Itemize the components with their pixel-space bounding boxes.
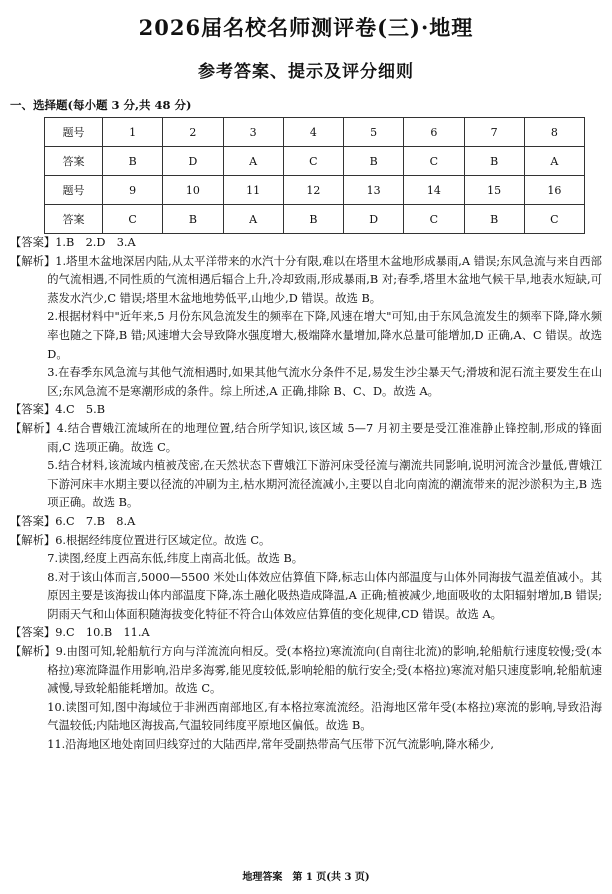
table-row (45, 176, 585, 205)
table-cell: C (404, 205, 464, 234)
answer-line (10, 234, 602, 253)
table-cell: A (223, 205, 283, 234)
answer-tag: 【答案】 (10, 514, 56, 528)
table-cell: B (344, 147, 404, 176)
table-cell: C (524, 205, 584, 234)
answer-tag: 【答案】 (10, 236, 56, 249)
explanation-paragraph: 11.沿海地区地处南回归线穿过的大陆西岸,常年受副热带高气压带下沉气流影响,降水稀少, (47, 738, 495, 752)
table-cell: B (163, 205, 223, 234)
table-row (45, 205, 585, 234)
table-cell: D (163, 147, 223, 176)
table-cell: 3 (223, 118, 283, 147)
explanation-first-paragraph (10, 420, 602, 457)
explanation-paragraph: 3.在春季东风急流与其他气流相遇时,如果其他气流水分条件不足,易发生沙尘暴天气;滑坡和泥石流主要发生在山区;东风急流不是寒潮形成的条件。综上所述,A 正确,排除 B、C、D。故选 A。 (47, 366, 602, 398)
explanation-paragraph: 2.根据材料中"近年来,5 月份东风急流发生的频率在下降,风速在增大"可知,由于东风急流发生的频率下降,降水频率也随之下降,B 错;风速增大会导致降水强度增大,极端降水量增加,降水总量可能增加,D 正确,A、C 错误。故选 D。 (47, 310, 602, 361)
explanation-first-paragraph (10, 253, 602, 309)
explanation-tag: 【解析】 (10, 645, 56, 659)
table-cell: 16 (524, 176, 584, 205)
answer-tag: 【答案】 (10, 626, 56, 640)
table-cell: B (464, 205, 524, 234)
answer-values: 9.C 10.B 11.A (55, 626, 150, 640)
table-cell: 1 (103, 118, 163, 147)
table-cell: C (283, 147, 343, 176)
table-cell: B (283, 205, 343, 234)
explanation-first-paragraph (10, 643, 602, 699)
table-cell: D (344, 205, 404, 234)
table-cell: A (524, 147, 584, 176)
table-cell: 13 (344, 176, 404, 205)
explanation-paragraph: 8.对于该山体而言,5000—5500 米处山体效应估算值下降,标志山体内部温度与山体外同海拔气温差值减小。其原因主要是该海拔山体内部温度下降,冻土融化吸热造成降温,A 正确;植被减少,地面吸收的太阳辐射增加,B 错误;阴雨天气和山体面积随海拔变化特征不符合山体效应估算值的变化规律,CD 错误。故选 A。 (47, 570, 602, 621)
explanations (10, 234, 602, 755)
answer-table (44, 117, 585, 234)
page-title: 2026届名校名师测评卷(三)·地理 (138, 15, 474, 40)
answer-values: 4.C 5.B (55, 403, 106, 417)
explanation-text: 9.由图可知,轮船航行方向与洋流流向相反。受(本格拉)寒流流向(自南往北流)的影响,轮船航行速度较慢;受(本格拉)寒流降温作用影响,沿岸多海雾,能见度较低,影响轮船的航行安全;受(本格拉)寒流对船只速度影响,轮船航速减慢,导致轮船能耗增加。故选 C。 (47, 645, 602, 696)
page-subtitle: 参考答案、提示及评分细则 (198, 62, 414, 82)
table-row (45, 147, 585, 176)
explanation-paragraph: 10.读图可知,图中海域位于非洲西南部地区,有本格拉寒流流经。沿海地区常年受(本格拉)寒流的影响,导致沿海气温较低;内陆地区海拔高,气温较同纬度平原地区偏低。故选 B。 (47, 700, 602, 733)
table-cell: 11 (223, 176, 283, 205)
page-footer: 地理答案 第 1 页(共 3 页) (242, 872, 370, 883)
explanation-paragraph: 7.读图,经度上西高东低,纬度上南高北低。故选 B。 (47, 552, 304, 566)
explanation-tag: 【解析】 (10, 254, 56, 268)
answer-values: 1.B 2.D 3.A (55, 236, 136, 249)
table-cell: 5 (344, 118, 404, 147)
table-cell: 2 (163, 118, 223, 147)
row-header-cell: 答案 (45, 147, 103, 176)
table-cell: C (404, 147, 464, 176)
explanation-paragraph: 5.结合材料,该流域内植被茂密,在天然状态下曹娥江下游河床受径流与潮流共同影响,说明河流含沙量低,曹娥江下游河床丰水期主要以径流的冲刷为主,枯水期河流径流减小,主要以自北向南流的潮流带来的泥沙淤积为主,B 选项正确。故选 B。 (47, 459, 602, 510)
table-cell: 12 (283, 176, 343, 205)
explanation-tag: 【解析】 (10, 533, 56, 547)
table-cell: 10 (163, 176, 223, 205)
row-header-cell: 答案 (45, 205, 103, 234)
answer-line (10, 513, 602, 532)
table-cell: C (103, 205, 163, 234)
table-cell: 7 (464, 118, 524, 147)
section-heading: 一、选择题(每小题 3 分,共 48 分) (10, 98, 192, 112)
explanation-tag: 【解析】 (10, 421, 57, 435)
table-cell: B (103, 147, 163, 176)
table-cell: 8 (524, 118, 584, 147)
row-header-cell: 题号 (45, 176, 103, 205)
explanation-text: 6.根据经纬度位置进行区域定位。故选 C。 (55, 533, 271, 547)
table-cell: 14 (404, 176, 464, 205)
answer-values: 6.C 7.B 8.A (55, 514, 136, 528)
table-cell: A (223, 147, 283, 176)
table-cell: 4 (283, 118, 343, 147)
explanation-text: 4.结合曹娥江流域所在的地理位置,结合所学知识,该区域 5—7 月初主要是受江淮准静止锋控制,形成的锋面雨,C 选项正确。故选 C。 (47, 421, 602, 454)
row-header-cell: 题号 (45, 118, 103, 147)
answer-line (10, 401, 602, 420)
answer-tag: 【答案】 (10, 403, 56, 417)
answer-line (10, 624, 602, 643)
table-cell: 15 (464, 176, 524, 205)
table-row (45, 118, 585, 147)
table-cell: 9 (103, 176, 163, 205)
table-cell: B (464, 147, 524, 176)
table-cell: 6 (404, 118, 464, 147)
explanation-first-paragraph (10, 532, 602, 551)
explanation-text: 1.塔里木盆地深居内陆,从太平洋带来的水汽十分有限,难以在塔里木盆地形成暴雨,A 错误;东风急流与来自西部的气流相遇,不同性质的气流相遇后辐合上升,冷却致雨,形成暴雨,B 对;春季,塔里木盆地气候干旱,地表水短缺,可蒸发水汽少,C 错误;塔里木盆地地势低平,山地少,D 错误。故选 B。 (47, 254, 602, 305)
